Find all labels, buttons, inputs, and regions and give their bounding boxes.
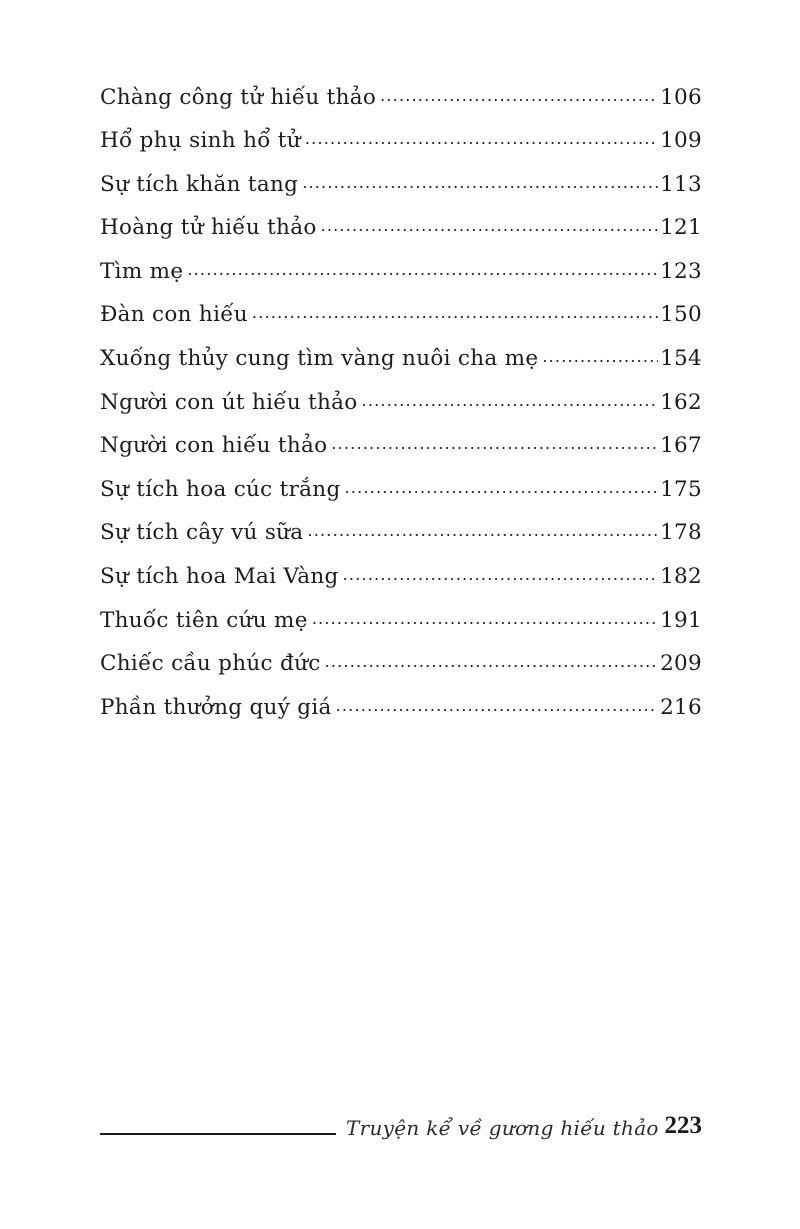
footer-rule xyxy=(100,1133,336,1135)
toc-entry-page: 191 xyxy=(660,607,702,633)
toc-entry xyxy=(100,213,702,257)
toc-entry-title: Người con út hiếu thảo xyxy=(100,389,358,415)
toc-entry-page: 154 xyxy=(660,346,702,372)
toc-entry-title: Tìm mẹ xyxy=(100,258,184,284)
toc-dot-leader xyxy=(331,431,658,453)
toc-dot-leader xyxy=(302,169,658,191)
toc-dot-leader xyxy=(187,256,658,278)
table-of-contents xyxy=(100,82,702,736)
toc-entry-page: 109 xyxy=(660,128,702,154)
toc-entry-page: 113 xyxy=(660,171,702,197)
toc-entry-page: 150 xyxy=(660,302,702,328)
toc-entry-page: 162 xyxy=(660,389,702,415)
toc-dot-leader xyxy=(345,474,659,496)
toc-entry xyxy=(100,518,702,562)
toc-entry-title: Xuống thủy cung tìm vàng nuôi cha mẹ xyxy=(100,346,539,372)
toc-dot-leader xyxy=(307,518,658,540)
toc-entry-title: Đàn con hiếu xyxy=(100,302,248,328)
toc-entry-page: 216 xyxy=(660,694,702,720)
toc-entry-page: 123 xyxy=(660,258,702,284)
toc-entry-title: Chàng công tử hiếu thảo xyxy=(100,84,377,110)
toc-entry-title: Sự tích hoa cúc trắng xyxy=(100,476,341,502)
page-number: 223 xyxy=(664,1112,702,1139)
toc-entry xyxy=(100,562,702,606)
toc-dot-leader xyxy=(362,387,659,409)
toc-entry-title: Sự tích khăn tang xyxy=(100,171,299,197)
page-footer xyxy=(100,1108,702,1148)
toc-entry xyxy=(100,605,702,649)
toc-dot-leader xyxy=(542,344,658,366)
toc-entry-page: 178 xyxy=(660,520,702,546)
toc-dot-leader xyxy=(252,300,658,322)
toc-entry xyxy=(100,256,702,300)
toc-dot-leader xyxy=(321,213,659,235)
toc-entry xyxy=(100,169,702,213)
toc-entry-title: Hoàng tử hiếu thảo xyxy=(100,215,317,241)
toc-entry-title: Chiếc cầu phúc đức xyxy=(100,651,321,677)
toc-entry xyxy=(100,82,702,126)
toc-dot-leader xyxy=(312,605,658,627)
toc-dot-leader xyxy=(305,126,658,148)
toc-entry-page: 106 xyxy=(660,84,702,110)
toc-dot-leader xyxy=(325,649,659,671)
toc-entry-page: 209 xyxy=(660,651,702,677)
toc-entry-page: 121 xyxy=(660,215,702,241)
toc-entry xyxy=(100,387,702,431)
toc-dot-leader xyxy=(343,562,658,584)
toc-entry xyxy=(100,126,702,170)
toc-entry-title: Người con hiếu thảo xyxy=(100,433,328,459)
toc-dot-leader xyxy=(336,692,658,714)
toc-entry-page: 182 xyxy=(660,564,702,590)
toc-entry xyxy=(100,649,702,693)
toc-entry-title: Sự tích cây vú sữa xyxy=(100,520,304,546)
toc-dot-leader xyxy=(380,82,658,104)
toc-entry xyxy=(100,692,702,736)
toc-entry-title: Phần thưởng quý giá xyxy=(100,694,332,720)
toc-entry xyxy=(100,474,702,518)
toc-entry-page: 167 xyxy=(660,433,702,459)
toc-entry-title: Thuốc tiên cứu mẹ xyxy=(100,607,308,633)
toc-entry xyxy=(100,431,702,475)
toc-entry-page: 175 xyxy=(660,476,702,502)
toc-entry-title: Hổ phụ sinh hổ tử xyxy=(100,128,301,154)
toc-entry xyxy=(100,344,702,388)
running-title: Truyện kể về gương hiếu thảo xyxy=(346,1116,659,1140)
toc-entry-title: Sự tích hoa Mai Vàng xyxy=(100,564,339,590)
toc-entry xyxy=(100,300,702,344)
